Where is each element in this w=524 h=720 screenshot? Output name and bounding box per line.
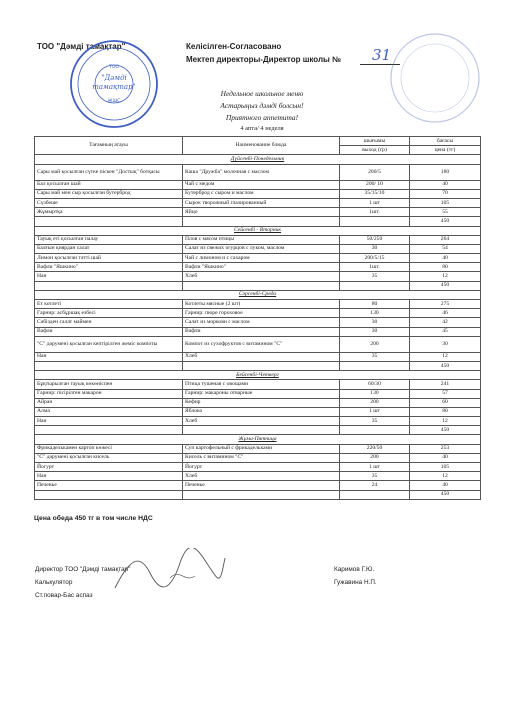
- dish-price: 40: [410, 180, 481, 189]
- dish-name-kz: "С" дәрумені қосылған кептірілген жеміс компоты: [35, 336, 183, 352]
- col-name-kz: Тағамның атауы: [35, 137, 183, 155]
- dish-name-kz: Вафли: [35, 327, 183, 336]
- director-line: Мектеп директоры-Директор школы №: [186, 55, 342, 64]
- dish-name-ru: Вафли: [183, 327, 340, 336]
- dish-yield: 35: [340, 352, 410, 361]
- table-row: [35, 481, 481, 490]
- handwritten-signature: [110, 548, 230, 603]
- dish-price: 80: [410, 263, 481, 272]
- table-row: [35, 463, 481, 472]
- empty-cell: [340, 361, 410, 370]
- svg-text:"Дәмді: "Дәмді: [101, 74, 127, 82]
- empty-cell: [35, 281, 183, 290]
- dish-yield: 30: [340, 318, 410, 327]
- approved-label: Келісілген-Согласовано: [186, 42, 282, 51]
- dish-yield: 200: [340, 336, 410, 352]
- dish-price: 45: [410, 327, 481, 336]
- day-title: Сәрсенбі-Среда: [35, 290, 481, 299]
- dish-name-ru: Йогурт: [183, 463, 340, 472]
- dish-yield: 130: [340, 389, 410, 398]
- dish-yield: 1 шт: [340, 463, 410, 472]
- dish-yield: 24: [340, 481, 410, 490]
- table-row: [35, 472, 481, 481]
- dish-name-ru: Яблоко: [183, 407, 340, 416]
- table-row: [35, 389, 481, 398]
- dish-yield: 1шт.: [340, 263, 410, 272]
- table-row: [35, 336, 481, 352]
- total-row: [35, 217, 481, 226]
- dish-price: 105: [410, 198, 481, 207]
- empty-cell: [35, 217, 183, 226]
- dish-name-ru: Печенье: [183, 481, 340, 490]
- day-total: 450: [410, 490, 481, 499]
- table-header-row: [35, 137, 481, 146]
- dish-price: 40: [410, 481, 481, 490]
- table-row: [35, 300, 481, 309]
- dish-name-ru: Гарнир: макароны отварные: [183, 389, 340, 398]
- dish-yield: 1 шт: [340, 198, 410, 207]
- table-row: [35, 254, 481, 263]
- table-row: [35, 198, 481, 207]
- dish-yield: 50/250: [340, 235, 410, 244]
- dish-name-kz: Нан: [35, 352, 183, 361]
- sig-accountant-name: Гужавина Н.П.: [334, 579, 377, 586]
- dish-name-ru: Птица тушеная с овощами: [183, 380, 340, 389]
- dish-name-kz: Сәбізден салат маймен: [35, 318, 183, 327]
- dish-yield: 1 шт: [340, 407, 410, 416]
- table-row: [35, 263, 481, 272]
- sig-accountant: Калькулятор: [35, 579, 73, 586]
- table-row: [35, 309, 481, 318]
- col-yield-ru: выход (гр): [340, 146, 410, 155]
- price-note: Цена обеда 450 тг в том числе НДС: [34, 515, 153, 522]
- day-title: Сейсенбі - Вторник: [35, 226, 481, 235]
- table-row: [35, 164, 481, 180]
- dish-name-ru: Бутерброд с сыром и маслом: [183, 189, 340, 198]
- day-heading-row: [35, 155, 481, 164]
- dish-name-ru: Вафли "Яшкино": [183, 263, 340, 272]
- empty-cell: [183, 490, 340, 499]
- dish-yield: 80: [340, 300, 410, 309]
- day-heading-row: [35, 435, 481, 444]
- dish-name-kz: Алма: [35, 407, 183, 416]
- table-row: [35, 380, 481, 389]
- dish-name-kz: Сүзбеше: [35, 198, 183, 207]
- svg-text:ТОО: ТОО: [109, 65, 119, 70]
- dish-price: 40: [410, 254, 481, 263]
- table-row: [35, 352, 481, 361]
- dish-name-ru: Салат из моркови с маслом: [183, 318, 340, 327]
- dish-price: 12: [410, 352, 481, 361]
- dish-price: 46: [410, 309, 481, 318]
- total-row: [35, 426, 481, 435]
- table-row: [35, 318, 481, 327]
- dish-name-kz: Сары май мен сыр қосылған бутерброд: [35, 189, 183, 198]
- dish-yield: 35: [340, 272, 410, 281]
- dish-name-kz: Фрикаделькамен картоп көжесі: [35, 444, 183, 453]
- dish-name-kz: Балғын қиярдан салат: [35, 244, 183, 253]
- empty-cell: [340, 217, 410, 226]
- dish-price: 253: [410, 444, 481, 453]
- dish-name-kz: "С" дәрумені қосылған кисель: [35, 453, 183, 462]
- dish-name-ru: Котлеты мясные (2 шт): [183, 300, 340, 309]
- col-price-ru: цена (тг): [410, 146, 481, 155]
- dish-yield: 35: [340, 417, 410, 426]
- dish-yield: 35: [340, 472, 410, 481]
- empty-cell: [183, 361, 340, 370]
- dish-price: 30: [410, 336, 481, 352]
- dish-name-kz: Гарнир: пісірілген макарон: [35, 389, 183, 398]
- dish-name-ru: Чай с лимоном и с сахаром: [183, 254, 340, 263]
- day-title: Бейсенбі-Четверг: [35, 371, 481, 380]
- dish-name-kz: Жұмыртқа: [35, 208, 183, 217]
- dish-yield: 35/15/10: [340, 189, 410, 198]
- total-row: [35, 281, 481, 290]
- dish-price: 12: [410, 272, 481, 281]
- dish-name-ru: Кисель с витамином "С": [183, 453, 340, 462]
- day-heading-row: [35, 226, 481, 235]
- table-row: [35, 180, 481, 189]
- dish-yield: 200/ 10: [340, 180, 410, 189]
- dish-yield: 30: [340, 327, 410, 336]
- dish-yield: 60/30: [340, 380, 410, 389]
- total-row: [35, 361, 481, 370]
- menu-table: [34, 136, 481, 500]
- dish-name-kz: Айран: [35, 398, 183, 407]
- sig-director-name: Каримов Г.Ю.: [334, 566, 375, 573]
- dish-name-kz: Ет котлеті: [35, 300, 183, 309]
- table-row: [35, 272, 481, 281]
- dish-name-ru: Каша "Дружба" молочная с маслом: [183, 164, 340, 180]
- dish-name-ru: Плов с мясом птицы: [183, 235, 340, 244]
- dish-price: 42: [410, 318, 481, 327]
- dish-name-kz: Печенье: [35, 481, 183, 490]
- table-row: [35, 398, 481, 407]
- dish-name-ru: Яйцо: [183, 208, 340, 217]
- dish-name-kz: Нан: [35, 272, 183, 281]
- dish-price: 241: [410, 380, 481, 389]
- total-row: [35, 490, 481, 499]
- dish-price: 12: [410, 417, 481, 426]
- org-name: ТОО "Дәмді тамақтар": [37, 42, 126, 51]
- table-row: [35, 208, 481, 217]
- empty-cell: [340, 426, 410, 435]
- table-row: [35, 407, 481, 416]
- dish-price: 70: [410, 189, 481, 198]
- empty-cell: [35, 426, 183, 435]
- sig-director: Директор ТОО "Дэмді тамақтар": [35, 566, 131, 573]
- dish-name-ru: Кефир: [183, 398, 340, 407]
- empty-cell: [183, 426, 340, 435]
- table-row: [35, 453, 481, 462]
- dish-yield: 30: [340, 244, 410, 253]
- sig-cook: Ст.повар-Бас аспаз: [35, 592, 93, 599]
- dish-name-kz: Нан: [35, 472, 183, 481]
- dish-name-ru: Сырок творожный глазированный: [183, 198, 340, 207]
- col-yield-kz: шығымы: [340, 137, 410, 146]
- menu-subtitle-ru: Приятного аппетита!: [225, 113, 299, 122]
- dish-name-ru: Компот из сухофруктов с витамином "С": [183, 336, 340, 352]
- dish-yield: 200/5/15: [340, 254, 410, 263]
- svg-text:ЖШС: ЖШС: [107, 99, 121, 104]
- day-total: 450: [410, 426, 481, 435]
- dish-name-kz: Бұқтырылған тауық көкөніспен: [35, 380, 183, 389]
- week-label: 4 апта/ 4 неделя: [240, 125, 284, 132]
- dish-name-kz: Бал қосылған шай: [35, 180, 183, 189]
- dish-yield: 1шт.: [340, 208, 410, 217]
- dish-price: 60: [410, 398, 481, 407]
- col-name-ru: Наименование блюда: [183, 137, 340, 155]
- empty-cell: [35, 361, 183, 370]
- dish-yield: 200: [340, 398, 410, 407]
- day-title: Жұма-Пятница: [35, 435, 481, 444]
- dish-name-kz: Гарнир: асбұршақ езбесі: [35, 309, 183, 318]
- table-row: [35, 327, 481, 336]
- svg-text:тамақтар": тамақтар": [92, 83, 136, 91]
- dish-price: 12: [410, 472, 481, 481]
- dish-name-ru: Хлеб: [183, 352, 340, 361]
- table-row: [35, 189, 481, 198]
- dish-price: 55: [410, 208, 481, 217]
- menu-subtitle-kz: Астарыңыз дәмді болсын!: [220, 101, 304, 110]
- day-total: 450: [410, 281, 481, 290]
- dish-name-ru: Суп картофельный с фрикадельками: [183, 444, 340, 453]
- empty-cell: [35, 490, 183, 499]
- dish-price: 54: [410, 244, 481, 253]
- empty-cell: [183, 281, 340, 290]
- dish-name-ru: Гарнир: пюре гороховое: [183, 309, 340, 318]
- day-total: 450: [410, 217, 481, 226]
- day-heading-row: [35, 290, 481, 299]
- dish-price: 57: [410, 389, 481, 398]
- dish-yield: 130: [340, 309, 410, 318]
- empty-cell: [340, 281, 410, 290]
- dish-name-ru: Хлеб: [183, 272, 340, 281]
- dish-name-kz: Йогурт: [35, 463, 183, 472]
- table-row: [35, 417, 481, 426]
- dish-name-ru: Хлеб: [183, 417, 340, 426]
- day-title: Дүйсенбі-Понедельник: [35, 155, 481, 164]
- dish-yield: 200: [340, 453, 410, 462]
- table-row: [35, 244, 481, 253]
- dish-name-kz: Сары май қосылған сүтке піскен "Достық" ботқасы: [35, 164, 183, 180]
- dish-price: 80: [410, 407, 481, 416]
- dish-yield: 220/50: [340, 444, 410, 453]
- school-number: 31: [372, 46, 392, 64]
- dish-name-kz: Нан: [35, 417, 183, 426]
- col-price-kz: бағасы: [410, 137, 481, 146]
- dish-name-ru: Чай с медом: [183, 180, 340, 189]
- dish-price: 180: [410, 164, 481, 180]
- dish-name-kz: Тауық еті қосылған палау: [35, 235, 183, 244]
- dish-price: 40: [410, 453, 481, 462]
- dish-yield: 200/5: [340, 164, 410, 180]
- dish-name-ru: Салат из свежих огурцов с луком, маслом: [183, 244, 340, 253]
- dish-price: 264: [410, 235, 481, 244]
- table-row: [35, 235, 481, 244]
- day-total: 450: [410, 361, 481, 370]
- table-row: [35, 444, 481, 453]
- empty-cell: [340, 490, 410, 499]
- dish-name-kz: Лимон қосылған тәтті шай: [35, 254, 183, 263]
- dish-price: 105: [410, 463, 481, 472]
- day-heading-row: [35, 371, 481, 380]
- menu-title: Недельное школьное меню: [220, 89, 304, 98]
- dish-name-kz: Вафли "Яшкино": [35, 263, 183, 272]
- empty-cell: [183, 217, 340, 226]
- dish-price: 275: [410, 300, 481, 309]
- dish-name-ru: Хлеб: [183, 472, 340, 481]
